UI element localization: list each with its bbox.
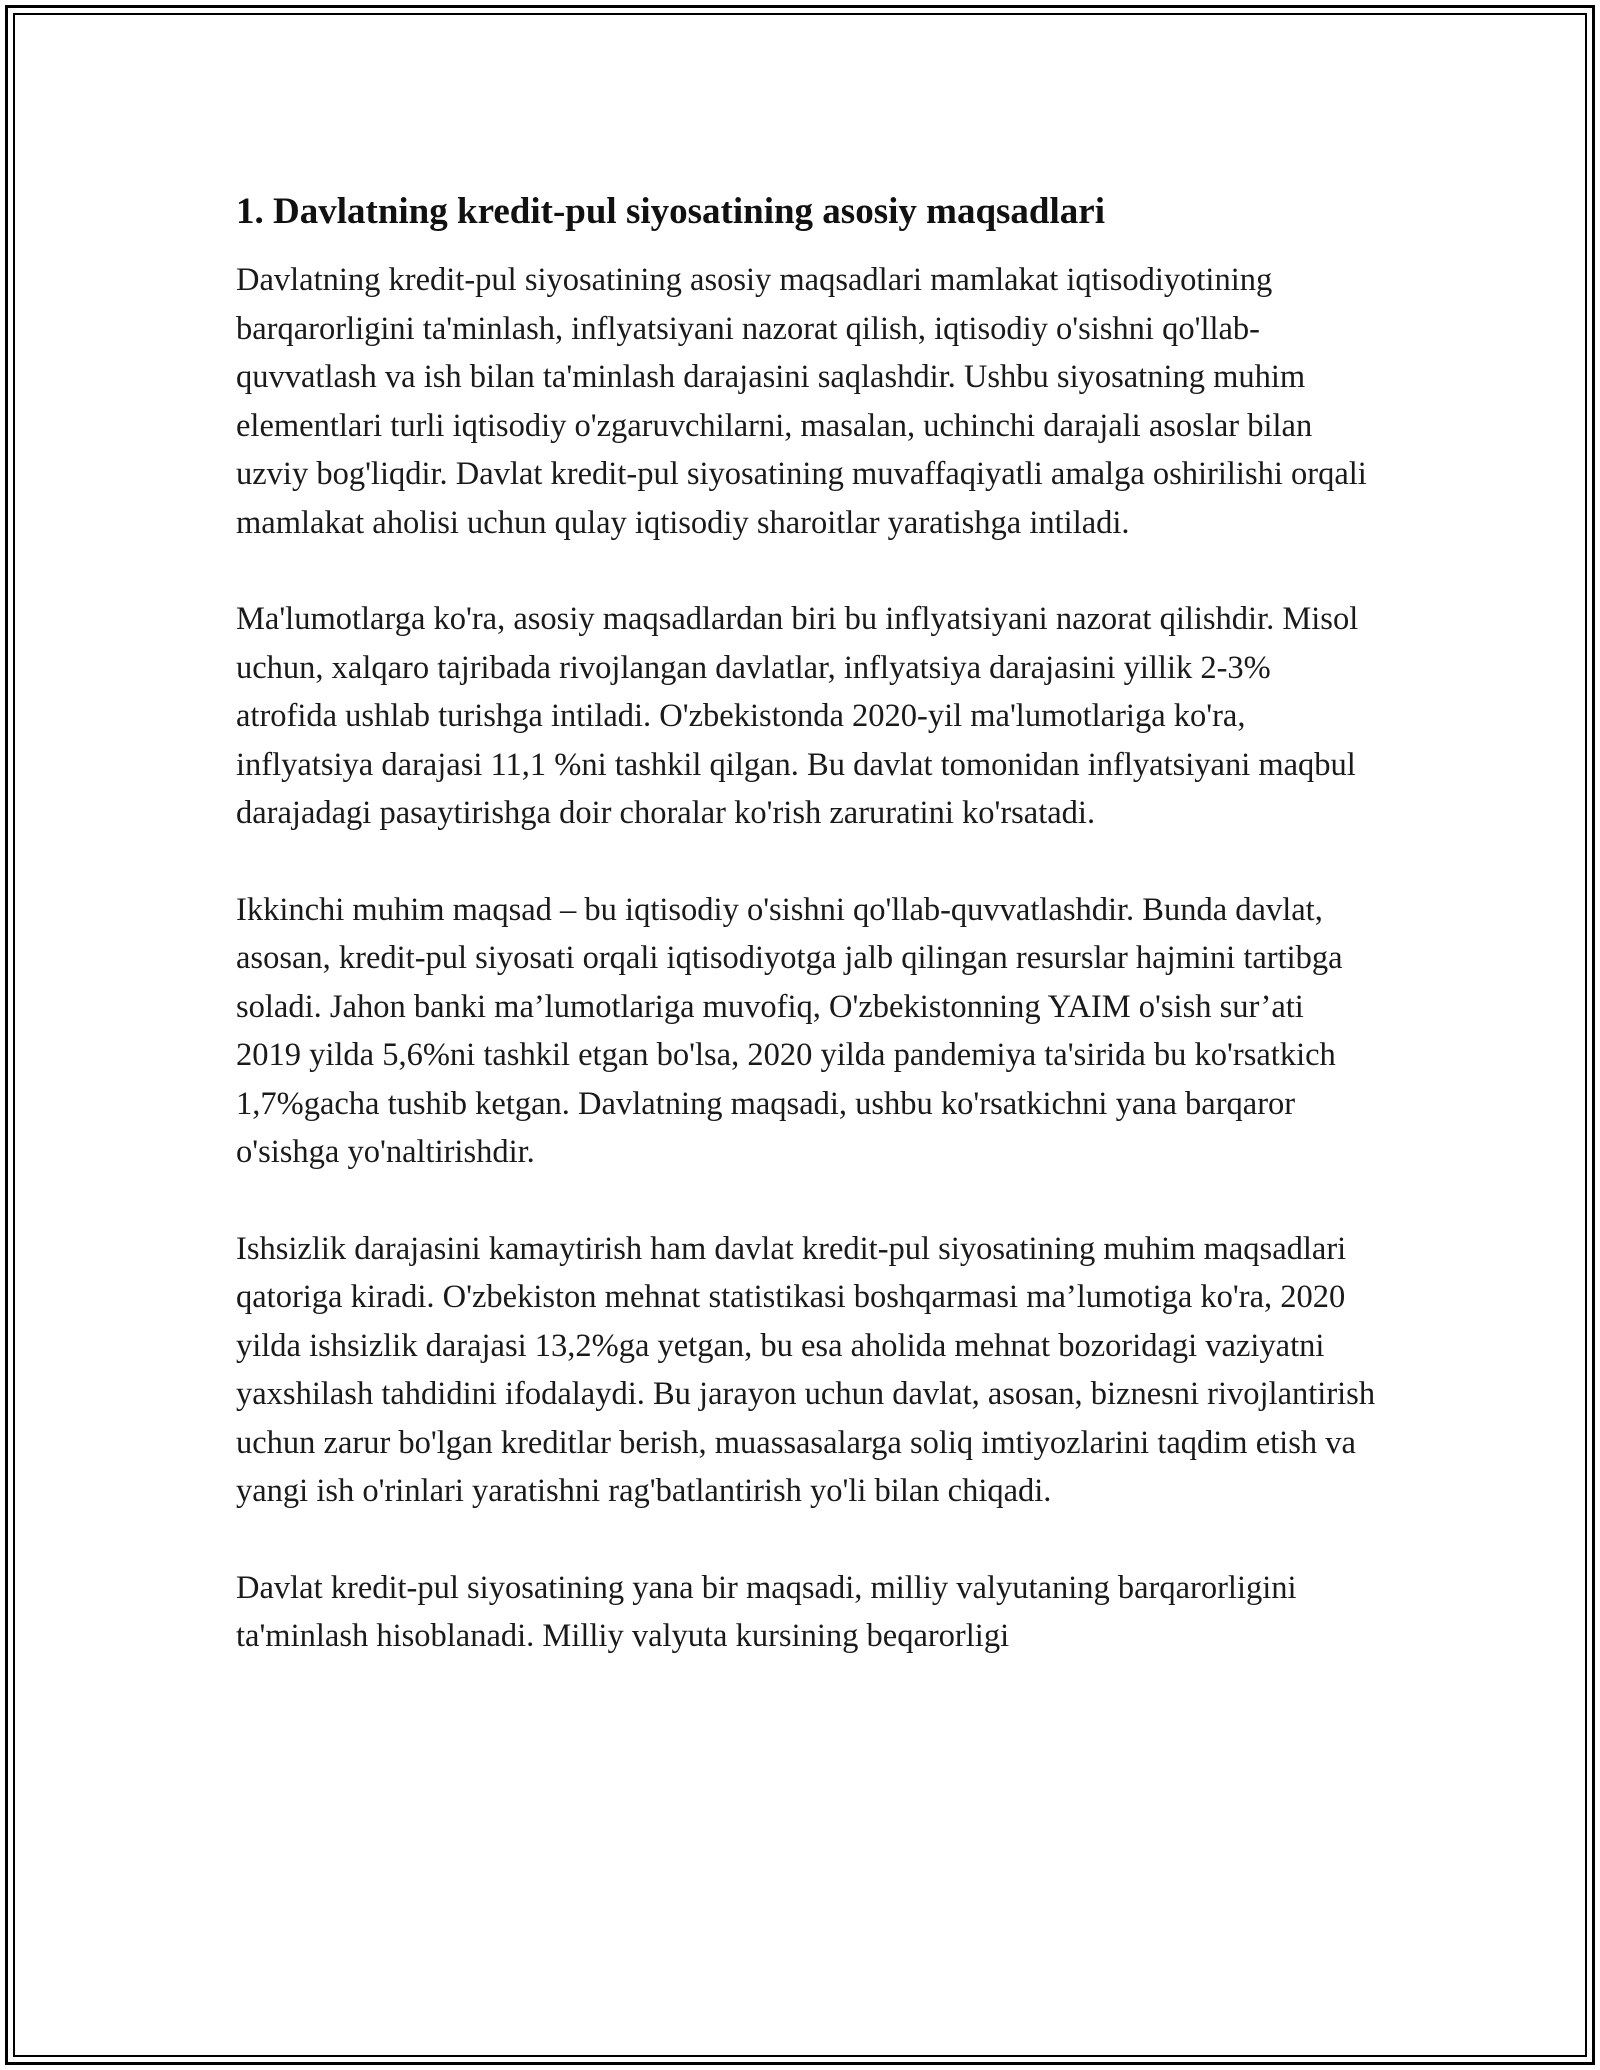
- paragraph-inflation: Ma'lumotlarga ko'ra, asosiy maqsadlardan biri bu inflyatsiyani nazorat qilishdir. Misol uchun, xalqaro tajribada rivojlangan davlatlar, inflyatsiya darajasini yillik 2-3% atrofida ushlab turishga intiladi. O'zbekistonda 2020-yil ma'lumotlariga ko'ra, inflyatsiya darajasi 11,1 %ni tashkil qilgan. Bu davlat tomonidan inflyatsiyani maqbul darajadagi pasaytirishga doir choralar ko'rish zaruratini ko'rsatadi.: [236, 601, 1359, 831]
- paragraph-growth: Ikkinchi muhim maqsad – bu iqtisodiy o'sishni qo'llab-quvvatlashdir. Bunda davlat, asosan, kredit-pul siyosati orqali iqtisodiyotga jalb qilingan resurslar hajmini tartibga soladi. Jahon banki ma’lumotlariga muvofiq, O'zbekistonning YAIM o'sish sur’ati 2019 yilda 5,6%ni tashkil etgan bo'lsa, 2020 yilda pandemiya ta'sirida bu ko'rsatkich 1,7%gacha tushib ketgan. Davlatning maqsadi, ushbu ko'rsatkichni yana barqaror o'sishga yo'naltirishdir.: [236, 891, 1343, 1170]
- paragraph-unemployment: Ishsizlik darajasini kamaytirish ham davlat kredit-pul siyosatining muhim maqsadlari qatoriga kiradi. O'zbekiston mehnat statistikasi boshqarmasi ma’lumotiga ko'ra, 2020 yilda ishsizlik darajasi 13,2%ga yetgan, bu esa aholida mehnat bozoridagi vaziyatni yaxshilash tahdidini ifodalaydi. Bu jarayon uchun davlat, asosan, biznesni rivojlantirish uchun zarur bo'lgan kreditlar berish, muassasalarga soliq imtiyozlarini taqdim etish va yangi ish o'rinlari yaratishni rag'batlantirish yo'li bilan chiqadi.: [236, 1230, 1376, 1509]
- paragraph-intro: Davlatning kredit-pul siyosatining asosiy maqsadlari mamlakat iqtisodiyotining barqarorligini ta'minlash, inflyatsiyani nazorat qilish, iqtisodiy o'sishni qo'llab-quvvatlash va ish bilan ta'minlash darajasini saqlashdir. Ushbu siyosatning muhim elementlari turli iqtisodiy o'zgaruvchilarni, masalan, uchinchi darajali asoslar bilan uzviy bog'liqdir. Davlat kredit-pul siyosatining muvaffaqiyatli amalga oshirilishi orqali mamlakat aholisi uchun qulay iqtisodiy sharoitlar yaratishga intiladi.: [236, 262, 1367, 541]
- paragraph-currency: Davlat kredit-pul siyosatining yana bir maqsadi, milliy valyutaning barqarorligini ta'minlash hisoblanadi. Milliy valyuta kursining beqarorligi: [236, 1569, 1297, 1654]
- document-body: [236, 186, 1376, 1709]
- section-heading: 1. Davlatning kredit-pul siyosatining asosiy maqsadlari: [236, 191, 1105, 232]
